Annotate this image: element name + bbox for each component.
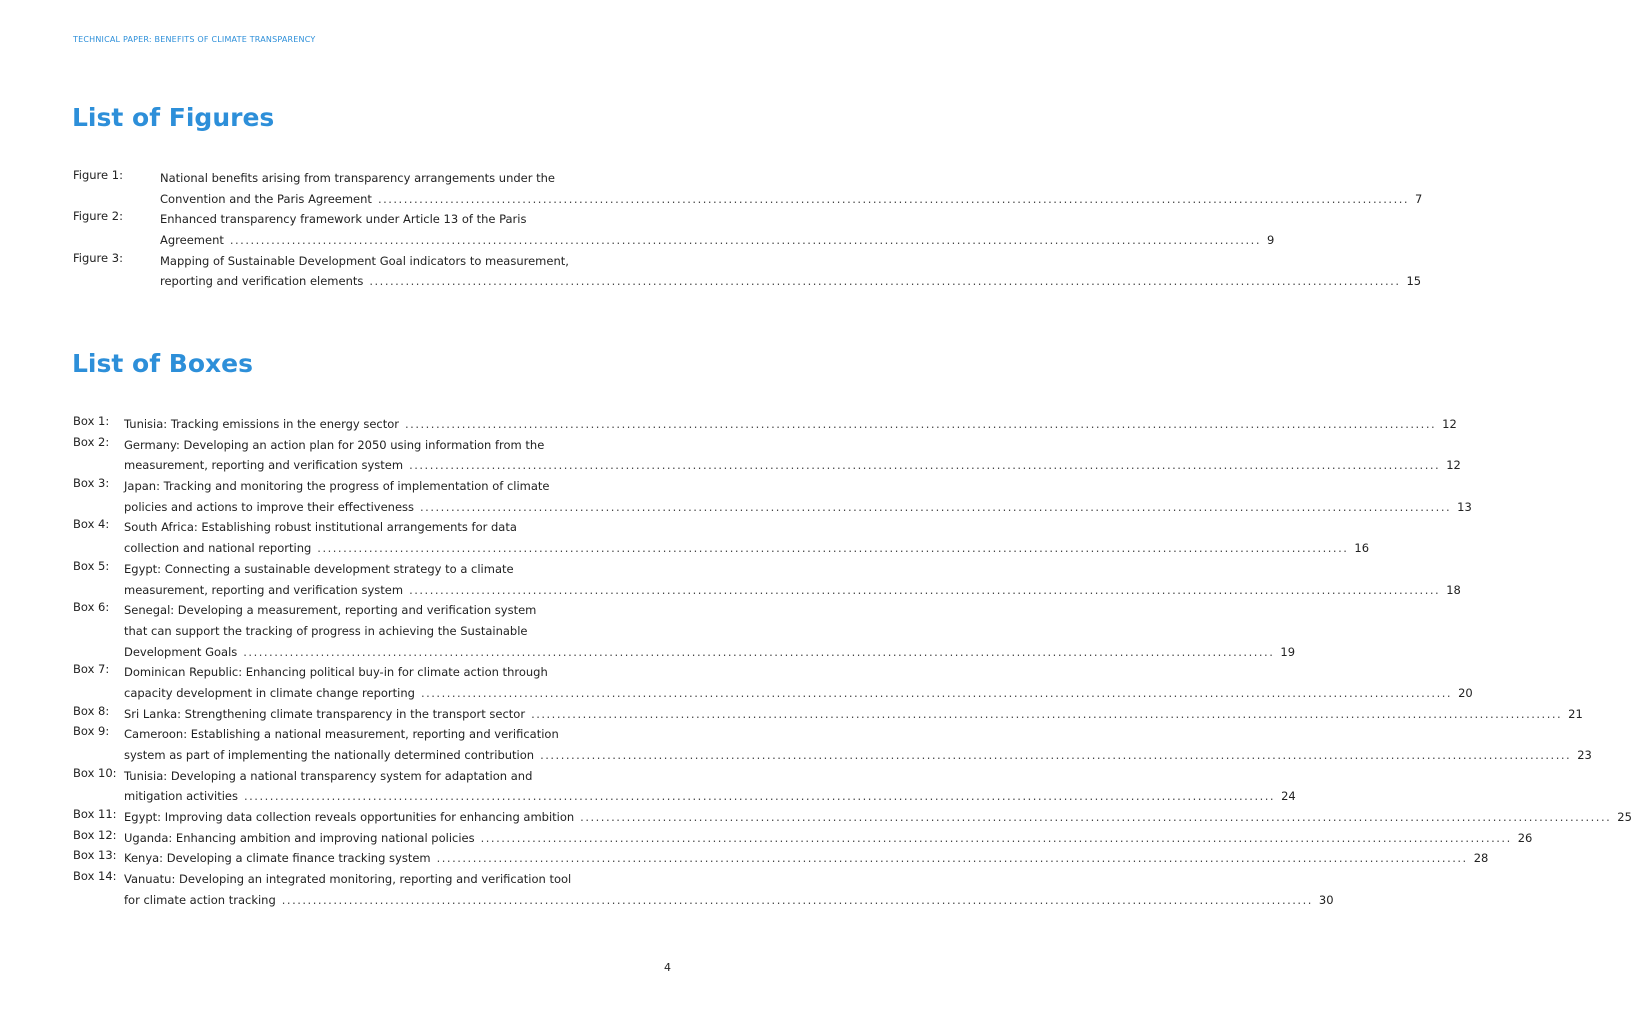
box-title-line: Tunisia: Tracking emissions in the energy sector xyxy=(124,417,400,431)
box-page-number: 21 xyxy=(1568,706,1583,721)
box-title-line: collection and national reporting xyxy=(124,541,312,556)
box-label: Box 3: xyxy=(73,476,110,491)
box-entry[interactable] xyxy=(73,517,1370,558)
box-label: Box 10: xyxy=(73,765,117,780)
figure-title-line: Convention and the Paris Agreement xyxy=(160,191,372,206)
figure-label: Figure 3: xyxy=(73,250,123,265)
box-title-line: Germany: Developing an action plan for 2050 using information from the xyxy=(124,437,545,452)
figure-entry[interactable] xyxy=(73,250,1422,292)
box-title-line: capacity development in climate change reporting xyxy=(124,685,415,700)
box-title-line: Senegal: Developing a measurement, reporting and verification system xyxy=(124,603,537,618)
box-page-number: 25 xyxy=(1617,810,1632,825)
box-title-line: Vanuatu: Developing an integrated monitoring, reporting and verification tool xyxy=(124,872,572,887)
figure-title-line: Agreement xyxy=(160,233,224,248)
box-entry[interactable] xyxy=(73,558,1461,600)
box-label: Box 11: xyxy=(73,807,117,822)
box-entry[interactable] xyxy=(73,414,1457,435)
figure-entry[interactable] xyxy=(73,209,1275,250)
box-entry[interactable] xyxy=(73,827,1533,849)
dot-leader: ........................................................................................................................................................................................................ xyxy=(229,233,1261,248)
box-title-line: Cameroon: Establishing a national measurement, reporting and verification xyxy=(124,727,559,742)
box-label: Box 14: xyxy=(73,869,117,884)
dot-leader: ........................................................................................................................................................................................................ xyxy=(369,274,1401,289)
box-label: Box 9: xyxy=(73,724,110,739)
box-entry[interactable] xyxy=(73,869,1334,910)
box-entry[interactable] xyxy=(73,600,1296,662)
list-of-boxes-title: List of Boxes xyxy=(72,349,253,378)
dot-leader: ........................................................................................................................................................................................................ xyxy=(420,499,1452,514)
dot-leader: ........................................................................................................................................................................................................ xyxy=(243,789,1276,804)
box-title-line: for climate action tracking xyxy=(124,892,276,907)
dot-leader: ........................................................................................................................................................................................................ xyxy=(480,830,1512,845)
figure-title-line: Enhanced transparency framework under Article 13 of the Paris xyxy=(160,212,527,227)
box-title-line: Tunisia: Developing a national transparency system for adaptation and xyxy=(124,768,533,783)
dot-leader: ........................................................................................................................................................................................................ xyxy=(243,644,1275,659)
box-label: Box 4: xyxy=(73,517,110,532)
box-title-line: that can support the tracking of progress in achieving the Sustainable xyxy=(124,623,528,638)
box-page-number: 23 xyxy=(1577,748,1592,762)
dot-leader: ........................................................................................................................................................................................................ xyxy=(420,685,1453,700)
box-entry[interactable] xyxy=(73,807,1632,828)
box-title-line: Egypt: Improving data collection reveals opportunities for enhancing ambition xyxy=(124,810,575,825)
figure-label: Figure 1: xyxy=(73,168,123,182)
dot-leader: ........................................................................................................................................................................................................ xyxy=(405,417,1437,431)
box-title-line: Dominican Republic: Enhancing political buy-in for climate action through xyxy=(124,665,548,680)
box-title-line: Japan: Tracking and monitoring the progress of implementation of climate xyxy=(124,479,550,494)
box-label: Box 12: xyxy=(73,827,117,842)
figure-page-number: 9 xyxy=(1266,233,1275,248)
dot-leader: ........................................................................................................................................................................................................ xyxy=(377,191,1410,206)
box-page-number: 19 xyxy=(1280,644,1296,659)
figure-label: Figure 2: xyxy=(73,209,123,224)
dot-leader: ........................................................................................................................................................................................................ xyxy=(281,892,1313,907)
box-page-number: 20 xyxy=(1458,685,1473,700)
box-label: Box 7: xyxy=(73,662,110,677)
figures-list xyxy=(73,168,1423,292)
box-title-line: Sri Lanka: Strengthening climate transparency in the transport sector xyxy=(124,706,526,721)
figure-title-line: reporting and verification elements xyxy=(160,274,364,289)
box-entry[interactable] xyxy=(73,848,1489,869)
box-title-line: mitigation activities xyxy=(124,789,238,804)
dot-leader: ........................................................................................................................................................................................................ xyxy=(409,582,1441,597)
box-title-line: measurement, reporting and verification system xyxy=(124,458,404,473)
box-title-line: Uganda: Enhancing ambition and improving national policies xyxy=(124,830,475,845)
box-title-line: system as part of implementing the nationally determined contribution xyxy=(124,748,535,762)
box-page-number: 16 xyxy=(1354,541,1370,556)
box-page-number: 12 xyxy=(1446,458,1461,473)
figure-title-line: National benefits arising from transparency arrangements under the xyxy=(160,171,556,185)
box-title-line: policies and actions to improve their effectiveness xyxy=(124,499,415,514)
box-title-line: Egypt: Connecting a sustainable development strategy to a climate xyxy=(124,561,514,576)
dot-leader: ........................................................................................................................................................................................................ xyxy=(317,541,1349,556)
box-label: Box 13: xyxy=(73,848,117,863)
figure-page-number: 15 xyxy=(1406,274,1422,289)
box-title-line: South Africa: Establishing robust institutional arrangements for data xyxy=(124,520,517,535)
box-label: Box 8: xyxy=(73,703,110,718)
boxes-list xyxy=(73,414,1632,911)
dot-leader: ........................................................................................................................................................................................................ xyxy=(531,706,1563,721)
box-page-number: 12 xyxy=(1442,417,1457,431)
figure-page-number: 7 xyxy=(1415,191,1423,206)
box-title-line: Kenya: Developing a climate finance tracking system xyxy=(124,851,431,866)
dot-leader: ........................................................................................................................................................................................................ xyxy=(409,458,1441,473)
page-number: 4 xyxy=(664,961,671,974)
box-page-number: 26 xyxy=(1517,830,1533,845)
box-page-number: 13 xyxy=(1457,499,1472,514)
box-page-number: 28 xyxy=(1473,851,1489,866)
box-label: Box 5: xyxy=(73,558,110,573)
box-entry[interactable] xyxy=(73,476,1472,517)
dot-leader: ........................................................................................................................................................................................................ xyxy=(540,748,1572,762)
dot-leader: ........................................................................................................................................................................................................ xyxy=(436,851,1468,866)
figure-title-line: Mapping of Sustainable Development Goal indicators to measurement, xyxy=(160,253,569,268)
box-page-number: 30 xyxy=(1318,892,1334,907)
box-title-line: Development Goals xyxy=(124,644,238,659)
box-entry[interactable] xyxy=(73,434,1461,476)
figure-entry[interactable] xyxy=(73,168,1423,209)
box-page-number: 24 xyxy=(1281,789,1296,804)
box-label: Box 1: xyxy=(73,414,110,428)
box-label: Box 6: xyxy=(73,600,110,615)
running-header: TECHNICAL PAPER: BENEFITS OF CLIMATE TRANSPARENCY xyxy=(73,35,316,44)
box-entry[interactable] xyxy=(73,765,1296,807)
dot-leader: ........................................................................................................................................................................................................ xyxy=(580,810,1612,825)
box-label: Box 2: xyxy=(73,434,110,449)
box-page-number: 18 xyxy=(1446,582,1461,597)
box-entry[interactable] xyxy=(73,703,1583,725)
list-of-figures-title: List of Figures xyxy=(72,103,275,132)
box-entry[interactable] xyxy=(73,724,1592,765)
box-entry[interactable] xyxy=(73,662,1473,703)
box-title-line: measurement, reporting and verification system xyxy=(124,582,404,597)
